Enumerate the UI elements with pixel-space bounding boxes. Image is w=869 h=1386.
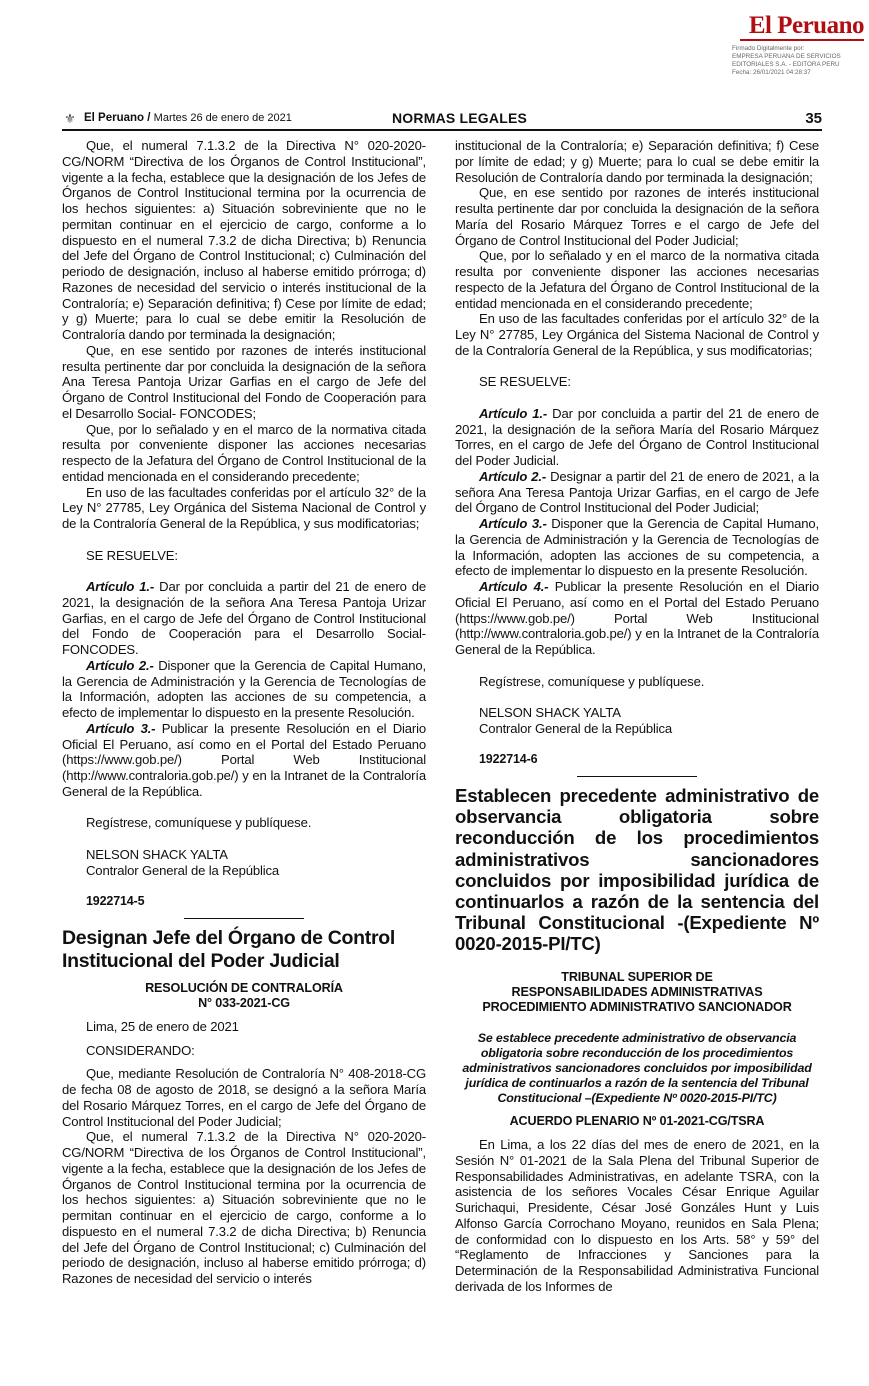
article-1 [455,406,819,469]
se-resuelve: SE RESUELVE: [479,374,571,390]
article-2 [62,658,426,721]
paragraph: Que, por lo señalado y en el marco de la normativa citada resulta por conveniente disponer las acciones necesarias respecto de la Jefatura del Órgano de Control Institucional de la entidad mencionada en el considerando precedente; [455,248,819,311]
paragraph: Que, mediante Resolución de Contraloría N° 408-2018-CG de fecha 08 de agosto de 2018, se designó a la señora María del Rosario Márquez Torres, en el cargo de Jefe del Órgano de Control Institucional del Poder Judicial; [62,1066,426,1129]
paragraph: Que, el numeral 7.1.3.2 de la Directiva N° 020-2020-CG/NORM “Directiva de los Órganos de Control Institucional”, vigente a la fecha, establece que la designación de los Jefes de Órganos de Control Institucional termina por la ocurrencia de los hechos siguientes: a) Situación sobreviniente que no le permitan continuar en el ejercicio de cargo, conforme a lo dispuesto en el numeral 7.3.2 de dicha Directiva; b) Renuncia del Jefe del Órgano de Control Institucional; c) Culminación del periodo de designación, incluso al haberse emitido prórroga; d) Razones de necesidad del servicio o interés institucional de la Contraloría; e) Separación definitiva; f) Cese por límite de edad; y g) Muerte; para lo cual se debe emitir la Resolución de Contraloría dando por terminada la designación; [62,138,426,342]
article-label: Artículo 1.- [86,579,155,594]
resolution-number: N° 033-2021-CG [198,995,290,1010]
paragraph: Que, en ese sentido por razones de interés institucional resulta pertinente dar por concluida la designación de la señora María del Rosario Márquez Torres e el cargo de Jefe del Órgano de Control Institucional del Poder Judicial; [455,185,819,248]
article-text: Disponer que la Gerencia de Capital Humano, la Gerencia de Administración y la Gerencia de Tecnologías de la Información, adopten las acciones de su competencia, a efecto de implementar lo dispuesto en la presente Resolución. [455,516,819,579]
paragraph: En uso de las facultades conferidas por el artículo 32° de la Ley N° 27785, Ley Orgánica del Sistema Nacional de Control y de la Contraloría General de la República, y sus modificatorias; [62,484,426,531]
organization-line: TRIBUNAL SUPERIOR DE [561,970,713,985]
signature-line: EMPRESA PERUANA DE SERVICIOS [732,53,841,60]
resolution-title: Establecen precedente administrativo de observancia obligatoria sobre reconducción de los procedimientos administrativos sancionadores concluidos por imposibilidad jurídica de continuarlos a razón de la sentencia del Tribunal Constitucional -(Expediente Nº 0020-2015-PI/TC) [455,785,819,955]
header-paper: El Peruano / [84,112,151,124]
article-text: Publicar la presente Resolución en el Diario Oficial El Peruano, así como en el Portal del Estado Peruano (https://www.gob.pe/) Portal Web Institucional (http://www.contraloria.gob.pe/) y en la Intranet de la Contraloría General de la República. [62,720,426,799]
paragraph: Que, por lo señalado y en el marco de la normativa citada resulta por conveniente disponer las acciones necesarias respecto de la Jefatura del Órgano de Control Institucional de la entidad mencionada en el considerando precedente; [62,421,426,484]
paragraph: En uso de las facultades conferidas por el artículo 32° de la Ley N° 27785, Ley Orgánica del Sistema Nacional de Control y de la Contraloría General de la República, y sus modificatorias; [455,311,819,358]
signature-line: Fecha: 26/01/2021 04:28:37 [732,69,811,76]
header-publication [84,112,292,124]
article-3 [62,721,426,800]
article-text: Dar por concluida a partir del 21 de enero de 2021, la designación de la señora María del Rosario Márquez Torres, en el cargo de Jefe del Órgano de Control Institucional del Poder Judicial. [455,405,820,468]
closing: Regístrese, comuníquese y publíquese. [86,815,312,831]
article-label: Artículo 4.- [479,579,549,594]
paragraph: institucional de la Contraloría; e) Separación definitiva; f) Cese por límite de edad; y g) Muerte; para lo cual se debe emitir la Resolución de Contraloría dando por terminada la designación; [455,138,819,185]
publication-number: 1922714-5 [86,894,145,908]
closing: Regístrese, comuníquese y publíquese. [479,673,705,689]
acuerdo-heading: ACUERDO PLENARIO Nº 01-2021-CG/TSRA [509,1114,765,1129]
article-label: Artículo 2.- [86,657,154,673]
coat-of-arms-icon: ⚜ [64,111,76,126]
article-label: Artículo 2.- [479,468,547,484]
right-column [455,138,819,1295]
article-3 [455,516,819,579]
resolution-title: Designan Jefe del Órgano de Control Institucional del Poder Judicial [62,926,395,972]
brand-underline [740,39,864,41]
article-text: Dar por concluida a partir del 21 de enero de 2021, la designación de la señora Ana Teresa Pantoja Urizar Garfias, en el cargo de Jefe del Órgano de Control Institucional del Fondo de Cooperación para el Desarrollo Social- FONCODES. [62,579,427,657]
page-number: 35 [805,110,822,127]
place-date: Lima, 25 de enero de 2021 [86,1018,239,1034]
article-text: Designar a partir del 21 de enero de 2021, a la señora Ana Teresa Pantoja Urizar Garfias, en el cargo de Jefe del Órgano de Control Institucional del Poder Judicial; [455,468,819,516]
signer-title: Contralor General de la República [86,862,280,878]
header-date: Martes 26 de enero de 2021 [153,112,292,124]
signature-line: Firmado Digitalmente por: [732,45,805,52]
article-label: Artículo 3.- [479,516,547,531]
signer-name: NELSON SHACK YALTA [86,846,228,862]
article-text: Publicar la presente Resolución en el Diario Oficial El Peruano, así como en el Portal del Estado Peruano (https://www.gob.pe/) Portal Web Institucional (http://www.contraloria.gob.pe/) y en la Intranet de la Contraloría General de la República. [455,579,819,657]
considerando: CONSIDERANDO: [86,1042,195,1058]
brand-logo: El Peruano [748,12,864,39]
digital-signature [732,45,866,77]
header-section: NORMAS LEGALES [392,110,528,126]
organization-line: PROCEDIMIENTO ADMINISTRATIVO SANCIONADOR [482,1000,792,1015]
article-2 [455,469,819,516]
article-4 [455,579,819,658]
signature-line: EDITORIALES S.A. - EDITORA PERU [732,61,840,68]
article-text: Disponer que la Gerencia de Capital Humano, la Gerencia de Administración y la Gerencia de Tecnologías de la Información, adopten las acciones de su competencia, a efecto de implementar lo dispuesto en la presente Resolución. [62,657,426,720]
page-header [62,110,822,128]
article-label: Artículo 3.- [86,720,156,736]
article-label: Artículo 1.- [479,405,548,421]
paragraph: Que, el numeral 7.1.3.2 de la Directiva N° 020-2020-CG/NORM “Directiva de los Órganos de Control Institucional”, vigente a la fecha, establece que la designación de los Jefes de Órganos de Control Institucional termina por la ocurrencia de los hechos siguientes: a) Situación sobreviniente que no le permitan continuar en el ejercicio de cargo, conforme a lo dispuesto en el numeral 7.3.2 de dicha Directiva; b) Renuncia del Jefe del Órgano de Control Institucional; c) Culminación del periodo de designación, incluso al haberse emitido prórroga; d) Razones de necesidad del servicio o interés [62,1129,426,1286]
header-rule [62,129,822,131]
paragraph: Que, en ese sentido por razones de interés institucional resulta pertinente dar por concluida la designación de la señora Ana Teresa Pantoja Urizar Garfias en el cargo de Jefe del Órgano de Control Institucional del Fondo de Cooperación para el Desarrollo Social- FONCODES; [62,342,426,421]
signer-title: Contralor General de la República [479,720,673,736]
resolution-heading: RESOLUCIÓN DE CONTRALORÍA [145,980,343,995]
paragraph: En Lima, a los 22 días del mes de enero de 2021, en la Sesión N° 01-2021 de la Sala Plena del Tribunal Superior de Responsabilidades Administrativas, en adelante TSRA, con la asistencia de los señores Vocales César Enrique Aguilar Surichaqui, Presidente, César José Gonzáles Hunt y Luis Alfonso García Corrochano Moyano, reunidos en Sala Plena; de conformidad con lo dispuesto en los Arts. 58° y 59° del “Reglamento de Infracciones y Sanciones para la Determinación de la Responsabilidad Administrativa Funcional derivada de los Informes de [455,1137,819,1294]
article-1 [62,579,426,658]
se-resuelve: SE RESUELVE: [86,547,178,563]
signer-name: NELSON SHACK YALTA [479,705,621,720]
publication-number: 1922714-6 [479,752,538,767]
summary: Se establece precedente administrativo de observancia obligatoria sobre reconducción de los procedimientos administrativos sancionadores concluidos por imposibilidad jurídica de continuarlos a razón de la sentencia del Tribunal Constitucional –(Expediente Nº 0020-2015-PI/TC) [462,1031,812,1106]
left-column [62,138,426,1287]
organization-line: RESPONSABILIDADES ADMINISTRATIVAS [511,985,763,1000]
